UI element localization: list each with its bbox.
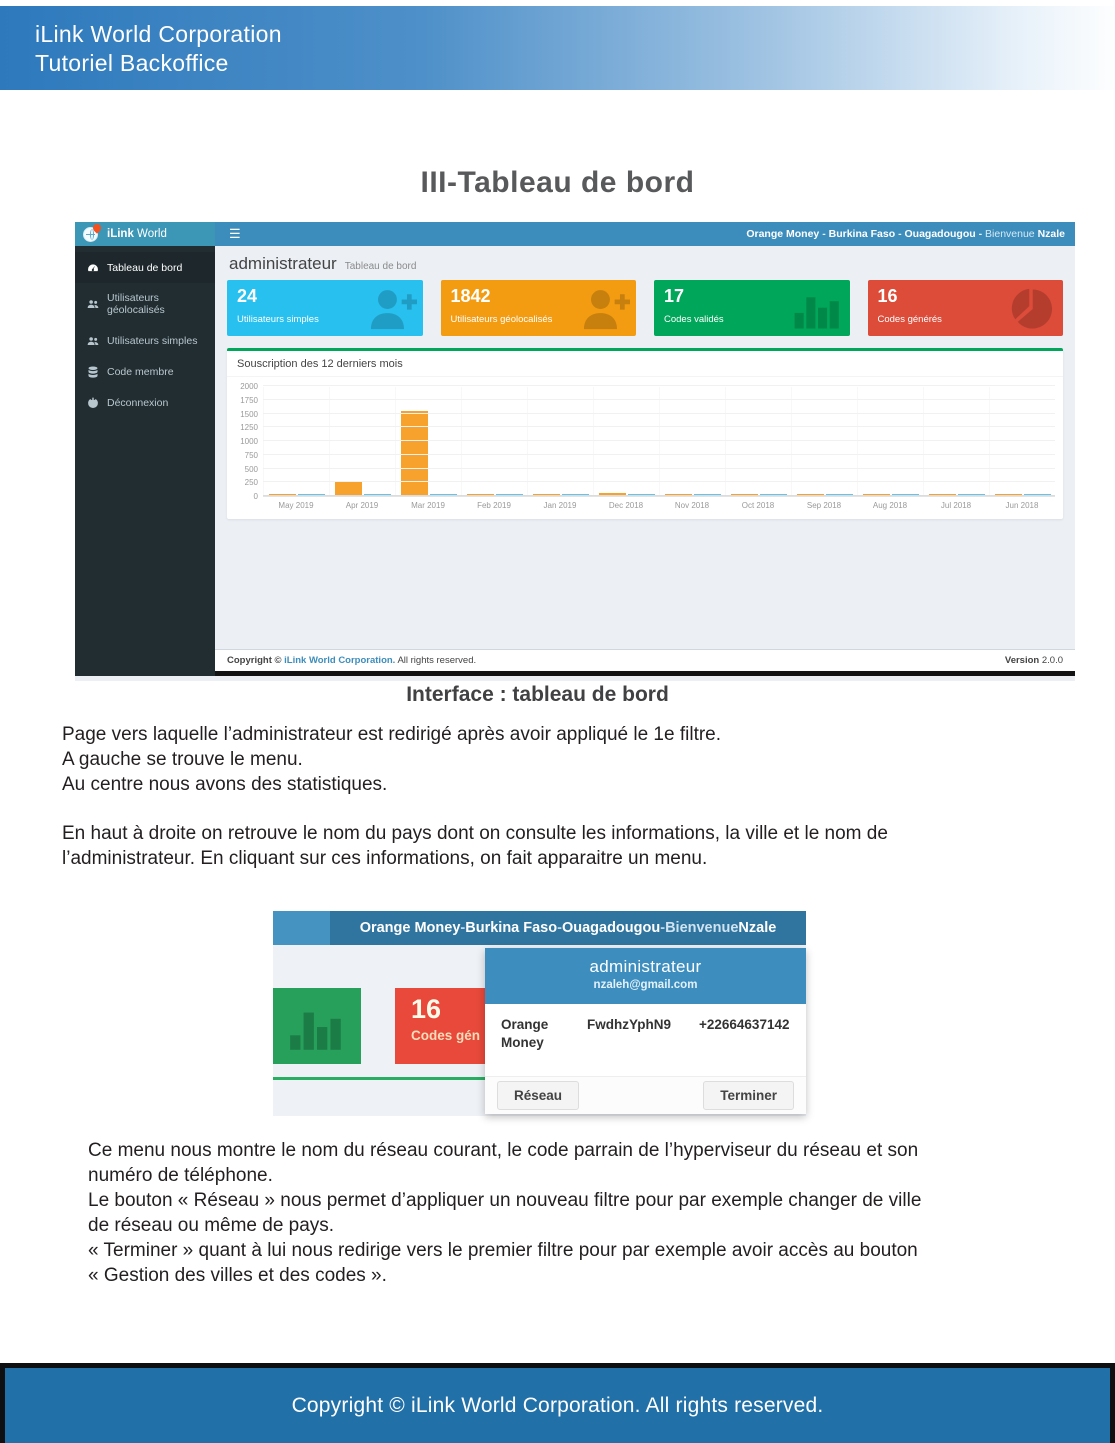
chart-plot-area [240, 382, 1055, 501]
sidebar-item-label: Code membre [107, 365, 174, 378]
paragraph-line: « Gestion des villes et des codes ». [88, 1265, 387, 1286]
globe-logo-icon [83, 226, 100, 243]
sidebar-item-label: Déconnexion [107, 396, 169, 409]
stat-card-utilisateurs-geolocalises [441, 280, 637, 336]
page-heading [227, 246, 1063, 280]
page-title: administrateur [229, 254, 337, 273]
stat-value: 17 [664, 286, 685, 306]
paragraph-line: numéro de téléphone. [88, 1165, 273, 1186]
dashboard-topbar [215, 222, 1075, 246]
paragraph-intro [62, 722, 721, 797]
chart-bar-group [263, 387, 329, 496]
users-icon [86, 334, 99, 347]
sidebar-item-label: Utilisateurs géolocalisés [107, 292, 165, 316]
document-header-line1: iLink World Corporation [35, 21, 282, 47]
city-name: Ouagadougou [904, 228, 976, 240]
welcome-text: Bienvenue [665, 920, 739, 936]
document-header-line2: Tutoriel Backoffice [35, 50, 229, 76]
stat-label: Utilisateurs géolocalisés [450, 314, 553, 325]
chart-y-tick-label: 750 [244, 450, 258, 460]
user-dropdown-menu [485, 948, 806, 1114]
sidebar-item-utilisateurs-simples[interactable] [75, 325, 215, 356]
chart-bar-group [593, 387, 659, 496]
paragraph-line: l’administrateur. En cliquant sur ces informations, on fait apparaitre un menu. [62, 848, 708, 869]
admin-name: Nzale [1037, 228, 1065, 240]
chart-bar-group [527, 387, 593, 496]
welcome-text: Bienvenue [985, 228, 1038, 240]
chart-gridline [263, 399, 1055, 400]
codes-valides-card-fragment [273, 988, 361, 1064]
chart-bar-group [329, 387, 395, 496]
chart-gridline [263, 481, 1055, 482]
paragraph-line: « Terminer » quant à lui nous redirige vers le premier filtre pour par exemple avoir accès au bouton [88, 1240, 918, 1261]
hamburger-icon[interactable]: ☰ [229, 226, 241, 241]
chart-gridline [263, 440, 1055, 441]
section-title: III-Tableau de bord [420, 166, 695, 199]
chart-x-tick-label: Jan 2019 [543, 501, 577, 510]
dropdown-footer [485, 1076, 806, 1114]
chart-y-tick-label: 1000 [240, 437, 258, 446]
chart-bar-group [725, 387, 791, 496]
chart-gridline [263, 426, 1055, 427]
network-name: Orange Money [746, 228, 820, 240]
chart-bar-group [857, 387, 923, 496]
chart-x-tick-label: Dec 2018 [608, 501, 644, 510]
chart-gridline [263, 495, 1055, 496]
sidebar-item-label: Utilisateurs simples [107, 334, 198, 347]
chart-bar-group [923, 387, 989, 496]
chart-x-tick-label: May 2019 [278, 501, 314, 510]
user-context-menu-trigger[interactable] [746, 228, 1075, 240]
bar-chart-icon [792, 286, 844, 332]
finish-button[interactable]: Terminer [703, 1081, 794, 1110]
brand-link[interactable] [75, 222, 215, 246]
chart-bar-group [659, 387, 725, 496]
paragraph-line: de réseau ou même de pays. [88, 1215, 335, 1236]
country-name: Burkina Faso [828, 228, 896, 240]
paragraph-line: Au centre nous avons des statistiques. [62, 774, 388, 795]
separator: - [557, 920, 562, 936]
dashboard-main [215, 246, 1075, 676]
chart-x-tick-label: Jun 2018 [1005, 501, 1039, 510]
dropdown-body [485, 1004, 806, 1076]
separator: - [975, 228, 986, 240]
topbar-left-segment [273, 911, 330, 945]
chart-x-tick-label: Jul 2018 [940, 501, 972, 510]
database-icon [86, 365, 99, 378]
chart-x-axis-labels [263, 497, 1055, 513]
stat-card-codes-generes [868, 280, 1064, 336]
city-name: Ouagadougou [561, 920, 661, 936]
chart-x-tick-label: Aug 2018 [872, 501, 908, 510]
chart-gridline [263, 468, 1055, 469]
subscriptions-chart [227, 377, 1063, 519]
stat-card-utilisateurs-simples [227, 280, 423, 336]
footer-copyright: Copyright © [227, 655, 285, 666]
sponsor-code: FwdhzYphN9 [587, 1017, 671, 1032]
popup-menu-screenshot [273, 911, 806, 1116]
phone-number: +22664637142 [699, 1017, 790, 1032]
chart-title: Souscription des 12 derniers mois [227, 351, 1063, 377]
separator: - [660, 920, 666, 936]
page-footer [0, 1363, 1115, 1443]
sidebar-item-utilisateurs-geolocalises[interactable] [75, 283, 215, 325]
footer-version: Version 2.0.0 [1004, 655, 1063, 666]
stat-value: 16 [411, 994, 442, 1024]
user-plus-icon [578, 286, 630, 332]
bar-chart-icon [286, 1000, 348, 1052]
chart-x-tick-label: Feb 2019 [477, 501, 511, 510]
sidebar-item-code-membre[interactable] [75, 356, 215, 387]
chart-y-tick-label: 250 [244, 478, 258, 488]
sidebar-item-label: Tableau de bord [107, 261, 183, 274]
chart-y-tick-label: 1750 [240, 395, 258, 405]
dashboard-footer [215, 649, 1075, 671]
footer-rights: All rights reserved. [395, 655, 477, 666]
paragraph-line: A gauche se trouve le menu. [62, 749, 303, 770]
stat-value: 24 [237, 286, 258, 306]
dropdown-header [485, 948, 806, 1004]
chart-bar-group [791, 387, 857, 496]
chart-y-tick-label: 2000 [240, 382, 258, 391]
sidebar-item-deconnexion[interactable] [75, 387, 215, 418]
stat-cards-row [227, 280, 1063, 336]
screenshot-caption: Interface : tableau de bord [406, 683, 669, 706]
stat-card-codes-valides [654, 280, 850, 336]
sidebar-menu [75, 246, 215, 676]
users-icon [86, 298, 99, 311]
paragraph-line: En haut à droite on retrouve le nom du pays dont on consulte les informations, la ville et le nom de [62, 823, 888, 844]
chart-y-tick-label: 1500 [240, 409, 258, 419]
pie-chart-icon [1005, 286, 1057, 332]
brand-name: iLink World [107, 228, 167, 240]
chart-y-tick-label: 1250 [240, 423, 258, 433]
dashboard-icon [86, 261, 99, 274]
breadcrumb: Tableau de bord [344, 261, 417, 272]
chart-gridline [263, 454, 1055, 455]
page-footer-text: Copyright © iLink World Corporation. All rights reserved. [291, 1393, 824, 1417]
paragraph-topright [62, 821, 888, 871]
stat-label: Codes validés [664, 314, 724, 325]
dropdown-user-email: nzaleh@gmail.com [593, 979, 698, 991]
paragraph-line: Page vers laquelle l’administrateur est redirigé après avoir appliqué le 1e filtre. [62, 724, 722, 745]
stat-label: Codes générés [877, 314, 942, 325]
network-name: Orange Money [501, 1017, 549, 1050]
chart-y-tick-label: 500 [244, 464, 258, 474]
stat-value: 16 [877, 286, 898, 306]
chart-x-tick-label: Apr 2019 [345, 501, 379, 510]
codes-generes-card-fragment [395, 988, 486, 1064]
chart-bar-souscriptions-orange [335, 482, 362, 496]
dashboard-screenshot [75, 222, 1075, 681]
sidebar-item-tableau-de-bord[interactable] [75, 252, 215, 283]
user-plus-icon [365, 286, 417, 332]
popup-topbar [273, 911, 806, 945]
country-name: Burkina Faso [465, 920, 558, 936]
user-context-menu-trigger[interactable] [330, 911, 806, 945]
chart-x-tick-label: Mar 2019 [411, 501, 445, 510]
stat-value: 1842 [450, 286, 491, 306]
chart-bar-group [461, 387, 527, 496]
chart-x-tick-label: Sep 2018 [806, 501, 842, 510]
stat-label: Utilisateurs simples [237, 314, 319, 325]
power-icon [86, 396, 99, 409]
separator: - [460, 920, 466, 936]
chart-bar-group [989, 387, 1055, 496]
separator: - [819, 228, 829, 240]
network-button[interactable]: Réseau [497, 1081, 579, 1110]
footer-company-link[interactable]: iLink World Corporation. [284, 655, 396, 666]
chart-bar-group [395, 387, 461, 496]
admin-name: Nzale [738, 920, 777, 936]
chart-gridline [263, 385, 1055, 386]
chart-x-tick-label: Nov 2018 [674, 501, 710, 510]
paragraph-menu-explanation [88, 1138, 921, 1288]
paragraph-line: Ce menu nous montre le nom du réseau courant, le code parrain de l’hyperviseur du réseau et son [88, 1140, 919, 1161]
separator: - [895, 228, 905, 240]
chart-y-tick-label: 0 [253, 492, 258, 501]
chart-gridline [263, 413, 1055, 414]
document-header [0, 6, 1115, 90]
chart-x-tick-label: Oct 2018 [741, 501, 775, 510]
stat-label: Codes gén [411, 1028, 481, 1043]
network-name: Orange Money [359, 920, 461, 936]
dropdown-user-title: administrateur [589, 957, 702, 976]
dashboard-navbar [75, 222, 1075, 246]
subscriptions-chart-panel [227, 348, 1063, 519]
screenshot-bottom-border [215, 671, 1075, 676]
paragraph-line: Le bouton « Réseau » nous permet d’appliquer un nouveau filtre pour par exemple changer de ville [88, 1190, 922, 1211]
